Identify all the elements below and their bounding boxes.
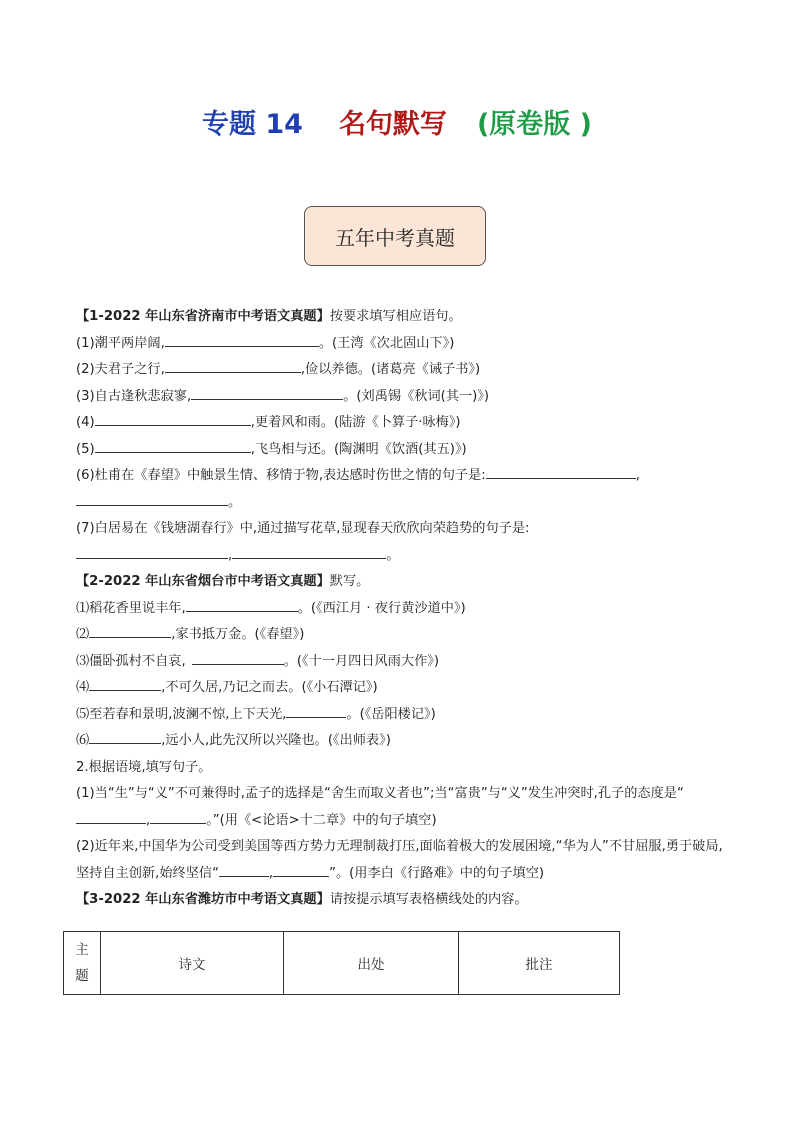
- answer-blank[interactable]: [89, 622, 171, 638]
- s2-part2-q2: (2)近年来,中国华为公司受到美国等西方势力无理制裁打压,面临着极大的发展困境,“华为人”不甘屈服,勇于破局,坚持自主创新,始终坚信“ , ”。(用李白《行路难》中的句子填空): [76, 839, 723, 881]
- s2-part2-title: 2.根据语境,填写句子。: [76, 759, 212, 775]
- answer-blank[interactable]: [76, 490, 228, 506]
- s2-q5: ⑸至若春和景明,波澜不惊,上下天光, 。(《岳阳楼记》): [76, 702, 724, 729]
- section1-instruction: 按要求填写相应语句。: [329, 309, 462, 324]
- s2-q3: ⑶僵卧孤村不自哀, 。(《十一月四日风雨大作》): [76, 649, 724, 676]
- s2-q1: ⑴稻花香里说丰年, 。(《西江月 · 夜行黄沙道中》): [76, 596, 724, 623]
- answer-blank[interactable]: [186, 596, 298, 612]
- title-edition: (原卷版 ): [476, 109, 593, 140]
- question-content: [76, 304, 724, 914]
- answer-blank[interactable]: [95, 410, 251, 426]
- annotation-table: [63, 931, 620, 995]
- table-header-theme: 主题: [64, 932, 101, 995]
- section1-header-line: [76, 304, 724, 331]
- answer-blank[interactable]: [273, 861, 329, 877]
- s2-q2: ⑵ ,家书抵万金。(《春望》): [76, 622, 724, 649]
- answer-blank[interactable]: [76, 808, 146, 824]
- answer-blank[interactable]: [165, 331, 319, 347]
- s2-part2-q1: (1)当“生”与“义”不可兼得时,孟子的选择是“舍生而取义者也”;当“富贵”与“义”发生冲突时,孔子的态度是“, 。”(用《<论语>十二章》中的句子填空): [76, 786, 684, 828]
- section3-header: 【3-2022 年山东省潍坊市中考语文真题】: [76, 892, 330, 907]
- answer-blank[interactable]: [191, 384, 343, 400]
- answer-blank[interactable]: [486, 463, 636, 479]
- section3-header-line: [76, 887, 724, 914]
- table-header-row: [64, 932, 620, 995]
- answer-blank[interactable]: [219, 861, 269, 877]
- section2-header: 【2-2022 年山东省烟台市中考语文真题】: [76, 574, 330, 589]
- s1-q6-line2: 。: [76, 490, 724, 517]
- s1-q3: (3)自古逢秋悲寂寥, 。(刘禹锡《秋词(其一)》): [76, 384, 724, 411]
- section1-header: 【1-2022 年山东省济南市中考语文真题】: [76, 309, 330, 324]
- table-header-annotation: 批注: [459, 932, 620, 995]
- answer-blank[interactable]: [165, 357, 301, 373]
- s1-q6-line1: (6)杜甫在《春望》中触景生情、移情于物,表达感时伤世之情的句子是: ,: [76, 463, 724, 490]
- answer-blank[interactable]: [150, 808, 206, 824]
- section2-header-line: [76, 569, 724, 596]
- answer-blank[interactable]: [192, 649, 284, 665]
- s1-q2: (2)夫君子之行, ,俭以养德。(诸葛亮《诫子书》): [76, 357, 724, 384]
- s1-q5: (5) ,飞鸟相与还。(陶渊明《饮酒(其五)》): [76, 437, 724, 464]
- s1-q7-line2: , 。: [76, 543, 724, 570]
- answer-blank[interactable]: [76, 543, 228, 559]
- title-topic-name: 名句默写: [338, 109, 447, 140]
- section-badge: 五年中考真题: [304, 206, 486, 266]
- section3-instruction: 请按提示填写表格横线处的内容。: [329, 892, 528, 907]
- title-topic-number: 专题 14: [201, 109, 303, 140]
- s1-q7-line1: (7)白居易在《钱塘湖春行》中,通过描写花草,显现春天欣欣向荣趋势的句子是:: [76, 521, 530, 536]
- answer-blank[interactable]: [232, 543, 386, 559]
- page-title: [0, 102, 794, 141]
- table-header-poem: 诗文: [101, 932, 284, 995]
- section2-instruction: 默写。: [329, 574, 370, 589]
- answer-blank[interactable]: [89, 675, 161, 691]
- answer-blank[interactable]: [89, 728, 161, 744]
- table-header-source: 出处: [284, 932, 459, 995]
- s2-q6: ⑹ ,远小人,此先汉所以兴隆也。(《出师表》): [76, 728, 724, 755]
- s1-q4: (4) ,更着风和雨。(陆游《卜算子·咏梅》): [76, 410, 724, 437]
- s1-q1: (1)潮平两岸阔, 。(王湾《次北固山下》): [76, 331, 724, 358]
- s2-q4: ⑷ ,不可久居,乃记之而去。(《小石潭记》): [76, 675, 724, 702]
- answer-blank[interactable]: [286, 702, 346, 718]
- answer-blank[interactable]: [95, 437, 251, 453]
